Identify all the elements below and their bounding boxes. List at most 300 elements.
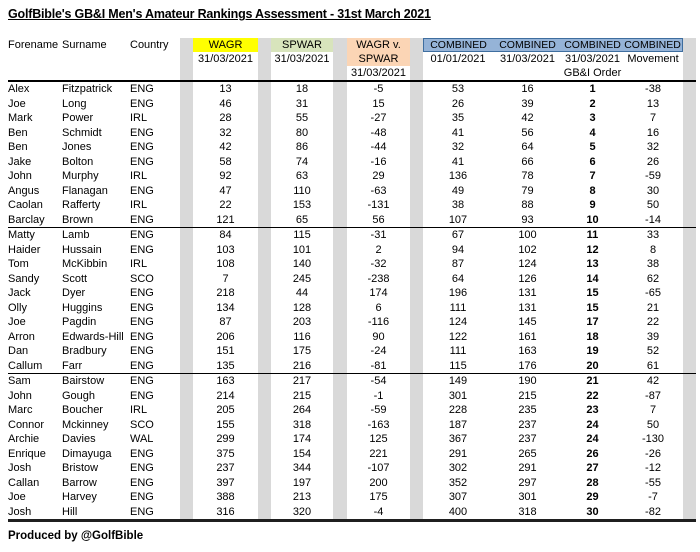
forename-cell[interactable]: Joe [8, 316, 26, 328]
movement-cell[interactable]: -26 [645, 447, 661, 460]
wagr-v-spwar-cell[interactable]: 221 [369, 447, 388, 460]
gbi-order-cell[interactable]: 2 [589, 97, 596, 110]
wagr-cell[interactable]: 135 [216, 359, 235, 372]
surname-cell[interactable]: Brown [62, 213, 94, 226]
forename-cell[interactable]: Callan [8, 476, 40, 489]
country-cell[interactable]: ENG [130, 491, 154, 503]
surname-cell[interactable]: McKibbin [62, 258, 108, 270]
spwar-cell[interactable]: 116 [293, 330, 311, 343]
surname-cell[interactable]: Schmidt [62, 126, 102, 139]
wagr-v-spwar-cell[interactable]: 125 [369, 433, 388, 445]
wagr-v-spwar-cell[interactable]: -16 [370, 155, 387, 168]
surname-cell[interactable]: Lamb [62, 229, 90, 241]
combined-jan-cell[interactable]: 67 [451, 229, 465, 241]
spwar-cell[interactable]: 344 [292, 462, 312, 474]
wagr-v-spwar-cell[interactable]: -116 [367, 316, 390, 328]
combined-mar-cell[interactable]: 64 [521, 141, 534, 153]
wagr-v-spwar-cell[interactable]: -238 [367, 272, 390, 285]
wagr-v-spwar-cell[interactable]: -63 [370, 184, 387, 197]
gbi-order-cell[interactable]: 7 [589, 170, 596, 182]
combined-mar-cell[interactable]: 102 [518, 243, 537, 256]
wagr-v-spwar-header-line2[interactable]: SPWAR [347, 52, 410, 66]
country-cell[interactable]: SCO [130, 272, 154, 285]
spwar-cell[interactable]: 320 [292, 505, 312, 518]
forename-cell[interactable]: John [8, 389, 32, 402]
wagr-cell[interactable]: 375 [216, 447, 235, 460]
movement-cell[interactable]: 32 [646, 141, 660, 153]
country-cell[interactable]: IRL [130, 112, 148, 124]
country-cell[interactable]: ENG [130, 184, 154, 197]
gbi-order-cell[interactable]: 5 [589, 141, 596, 153]
combined-mar-date[interactable]: 31/03/2021 [499, 53, 556, 65]
surname-cell[interactable]: Gough [62, 389, 96, 402]
spwar-cell[interactable]: 264 [292, 404, 312, 416]
wagr-v-spwar-cell[interactable]: 56 [372, 213, 385, 226]
combined-jan-cell[interactable]: 38 [451, 199, 465, 211]
spwar-cell[interactable]: 216 [292, 359, 312, 372]
movement-cell[interactable]: 38 [646, 258, 660, 270]
spwar-cell[interactable]: 140 [292, 258, 312, 270]
country-cell[interactable]: ENG [130, 243, 154, 256]
combined-jan-cell[interactable]: 35 [451, 112, 465, 124]
spwar-cell[interactable]: 153 [292, 199, 312, 211]
combined-jan-cell[interactable]: 352 [448, 476, 468, 489]
surname-cell[interactable]: Power [62, 112, 94, 124]
spwar-cell[interactable]: 175 [292, 345, 312, 357]
gbi-order-cell[interactable]: 24 [586, 418, 599, 431]
gbi-order-cell[interactable]: 15 [586, 301, 599, 314]
country-cell[interactable]: ENG [130, 316, 154, 328]
gbi-order-cell[interactable]: 11 [586, 229, 599, 241]
combined-jan-cell[interactable]: 64 [451, 272, 465, 285]
movement-cell[interactable]: -14 [645, 213, 661, 226]
forename-cell[interactable]: Josh [8, 505, 32, 518]
combined-jan-header[interactable]: COMBINED [423, 38, 493, 52]
spwar-cell[interactable]: 318 [292, 418, 312, 431]
movement-cell[interactable]: -65 [645, 287, 661, 299]
spwar-cell[interactable]: 213 [292, 491, 312, 503]
combined-order-header[interactable]: COMBINED [562, 38, 623, 52]
wagr-cell[interactable]: 151 [216, 345, 235, 357]
country-cell[interactable]: ENG [130, 141, 154, 153]
wagr-cell[interactable]: 46 [219, 97, 232, 110]
combined-jan-cell[interactable]: 26 [451, 97, 465, 110]
movement-cell[interactable]: 39 [646, 330, 660, 343]
gbi-order-cell[interactable]: 17 [586, 316, 599, 328]
combined-jan-cell[interactable]: 302 [448, 462, 468, 474]
surname-cell[interactable]: Bradbury [62, 345, 107, 357]
surname-cell[interactable]: Long [62, 97, 87, 110]
gbi-order-cell[interactable]: 22 [586, 389, 599, 402]
surname-cell[interactable]: Scott [62, 272, 88, 285]
country-cell[interactable]: ENG [130, 462, 154, 474]
combined-jan-cell[interactable]: 111 [449, 345, 467, 357]
surname-cell[interactable]: Dyer [62, 287, 86, 299]
combined-jan-cell[interactable]: 94 [451, 243, 465, 256]
combined-mar-cell[interactable]: 265 [518, 447, 537, 460]
combined-jan-cell[interactable]: 32 [451, 141, 465, 153]
spwar-cell[interactable]: 44 [295, 287, 309, 299]
combined-jan-cell[interactable]: 41 [451, 126, 465, 139]
wagr-v-spwar-cell[interactable]: -44 [370, 141, 387, 153]
spwar-cell[interactable]: 63 [295, 170, 309, 182]
gbi-order-cell[interactable]: 1 [589, 83, 596, 95]
combined-mar-cell[interactable]: 190 [518, 375, 537, 387]
combined-mar-cell[interactable]: 42 [521, 112, 534, 124]
country-cell[interactable]: WAL [130, 433, 154, 445]
movement-cell[interactable]: 62 [646, 272, 660, 285]
combined-mar-cell[interactable]: 131 [518, 287, 537, 299]
surname-cell[interactable]: Hill [62, 505, 78, 518]
wagr-v-spwar-cell[interactable]: -24 [370, 345, 387, 357]
wagr-cell[interactable]: 316 [216, 505, 235, 518]
combined-jan-cell[interactable]: 187 [448, 418, 468, 431]
combined-mar-cell[interactable]: 88 [521, 199, 534, 211]
wagr-header[interactable]: WAGR [193, 38, 258, 52]
spwar-cell[interactable]: 65 [295, 213, 309, 226]
wagr-v-spwar-cell[interactable]: 6 [375, 301, 382, 314]
spwar-cell[interactable]: 154 [292, 447, 312, 460]
wagr-v-spwar-header[interactable]: WAGR v. [347, 38, 410, 52]
combined-movement-label[interactable]: Movement [627, 53, 679, 65]
movement-cell[interactable]: 7 [649, 112, 657, 124]
forename-cell[interactable]: Matty [8, 229, 35, 241]
surname-cell[interactable]: Boucher [62, 404, 103, 416]
movement-cell[interactable]: 8 [649, 243, 657, 256]
forename-cell[interactable]: Sandy [8, 272, 40, 285]
combined-jan-cell[interactable]: 196 [448, 287, 468, 299]
country-cell[interactable]: ENG [130, 97, 154, 110]
spwar-cell[interactable]: 55 [295, 112, 309, 124]
country-cell[interactable]: SCO [130, 418, 154, 431]
combined-mar-cell[interactable]: 235 [518, 404, 537, 416]
country-cell[interactable]: ENG [130, 229, 154, 241]
combined-jan-cell[interactable]: 301 [448, 389, 468, 402]
movement-cell[interactable]: 16 [646, 126, 660, 139]
surname-cell[interactable]: Harvey [62, 491, 97, 503]
wagr-v-spwar-cell[interactable]: -31 [370, 229, 387, 241]
movement-cell[interactable]: -82 [645, 505, 661, 518]
combined-jan-cell[interactable]: 149 [448, 375, 468, 387]
forename-cell[interactable]: Angus [8, 184, 40, 197]
wagr-cell[interactable]: 205 [216, 404, 235, 416]
spwar-cell[interactable]: 18 [295, 83, 309, 95]
country-cell[interactable]: ENG [130, 287, 154, 299]
spwar-cell[interactable]: 115 [293, 229, 311, 241]
wagr-cell[interactable]: 299 [216, 433, 235, 445]
gbi-order-cell[interactable]: 10 [586, 213, 599, 226]
wagr-cell[interactable]: 47 [219, 184, 232, 197]
combined-mar-cell[interactable]: 237 [518, 418, 537, 431]
wagr-cell[interactable]: 42 [219, 141, 232, 153]
country-cell[interactable]: ENG [130, 375, 154, 387]
spwar-cell[interactable]: 110 [293, 184, 311, 197]
forename-cell[interactable]: Caolan [8, 199, 43, 211]
wagr-v-spwar-cell[interactable]: -107 [367, 462, 390, 474]
combined-mar-cell[interactable]: 291 [518, 462, 537, 474]
combined-jan-cell[interactable]: 291 [448, 447, 468, 460]
surname-cell[interactable]: Huggins [62, 301, 103, 314]
combined-mar-cell[interactable]: 301 [518, 491, 537, 503]
forename-cell[interactable]: Jake [8, 155, 32, 168]
movement-cell[interactable]: 22 [646, 316, 660, 328]
surname-header[interactable]: Surname [62, 39, 107, 51]
movement-cell[interactable]: -7 [648, 491, 658, 503]
wagr-v-spwar-cell[interactable]: -163 [367, 418, 390, 431]
gbi-order-cell[interactable]: 20 [586, 359, 599, 372]
country-cell[interactable]: ENG [130, 505, 154, 518]
gbi-order-cell[interactable]: 8 [589, 184, 596, 197]
wagr-v-spwar-cell[interactable]: -54 [370, 375, 387, 387]
wagr-cell[interactable]: 7 [222, 272, 229, 285]
gbi-order-cell[interactable]: 27 [586, 462, 599, 474]
gbi-order-cell[interactable]: 4 [589, 126, 596, 139]
wagr-v-spwar-cell[interactable]: 15 [372, 97, 385, 110]
spwar-cell[interactable]: 86 [295, 141, 309, 153]
wagr-v-spwar-cell[interactable]: -5 [373, 83, 384, 95]
movement-cell[interactable]: 7 [649, 404, 657, 416]
wagr-cell[interactable]: 58 [219, 155, 232, 168]
wagr-cell[interactable]: 84 [219, 229, 232, 241]
country-cell[interactable]: ENG [130, 301, 154, 314]
country-cell[interactable]: ENG [130, 476, 154, 489]
country-header[interactable]: Country [130, 39, 169, 51]
forename-cell[interactable]: Mark [8, 112, 33, 124]
combined-jan-cell[interactable]: 400 [448, 505, 468, 518]
wagr-v-spwar-cell[interactable]: -4 [373, 505, 384, 518]
forename-cell[interactable]: Josh [8, 462, 32, 474]
wagr-v-spwar-cell[interactable]: 175 [369, 491, 388, 503]
country-cell[interactable]: ENG [130, 330, 154, 343]
combined-jan-cell[interactable]: 87 [451, 258, 465, 270]
surname-cell[interactable]: Edwards-Hill [62, 330, 124, 343]
wagr-cell[interactable]: 218 [216, 287, 235, 299]
movement-cell[interactable]: -55 [645, 476, 661, 489]
forename-cell[interactable]: Arron [8, 330, 35, 343]
surname-cell[interactable]: Jones [62, 141, 92, 153]
surname-cell[interactable]: Flanagan [62, 184, 108, 197]
country-cell[interactable]: IRL [130, 199, 148, 211]
combined-order-date[interactable]: 31/03/2021 [564, 53, 621, 65]
surname-cell[interactable]: Fitzpatrick [62, 83, 113, 95]
spwar-cell[interactable]: 80 [295, 126, 309, 139]
gbi-order-cell[interactable]: 18 [586, 330, 599, 343]
forename-cell[interactable]: Ben [8, 126, 28, 139]
movement-cell[interactable]: 26 [646, 155, 660, 168]
country-cell[interactable]: ENG [130, 213, 154, 226]
gbi-order-cell[interactable]: 12 [586, 243, 599, 256]
movement-cell[interactable]: -12 [645, 462, 661, 474]
surname-cell[interactable]: Rafferty [62, 199, 101, 211]
combined-mar-cell[interactable]: 145 [518, 316, 537, 328]
wagr-cell[interactable]: 13 [219, 83, 232, 95]
combined-jan-cell[interactable]: 122 [448, 330, 468, 343]
wagr-v-spwar-cell[interactable]: -27 [370, 112, 387, 124]
forename-cell[interactable]: Olly [8, 301, 27, 314]
wagr-cell[interactable]: 92 [219, 170, 232, 182]
forename-cell[interactable]: Marc [8, 404, 33, 416]
spwar-header[interactable]: SPWAR [271, 38, 333, 52]
gbi-order-cell[interactable]: 14 [586, 272, 599, 285]
wagr-cell[interactable]: 103 [216, 243, 235, 256]
spwar-cell[interactable]: 74 [295, 155, 309, 168]
movement-cell[interactable]: -59 [645, 170, 661, 182]
surname-cell[interactable]: Hussain [62, 243, 102, 256]
wagr-cell[interactable]: 237 [216, 462, 235, 474]
forename-cell[interactable]: Tom [8, 258, 29, 270]
country-cell[interactable]: ENG [130, 389, 154, 402]
combined-jan-cell[interactable]: 107 [448, 213, 468, 226]
gbi-order-cell[interactable]: 6 [589, 155, 596, 168]
combined-jan-cell[interactable]: 367 [448, 433, 468, 445]
combined-jan-cell[interactable]: 307 [448, 491, 468, 503]
spwar-cell[interactable]: 245 [292, 272, 312, 285]
combined-jan-cell[interactable]: 111 [449, 301, 467, 314]
wagr-cell[interactable]: 121 [216, 213, 235, 226]
wagr-v-spwar-cell[interactable]: -131 [367, 199, 390, 211]
combined-jan-cell[interactable]: 136 [448, 170, 468, 182]
country-cell[interactable]: ENG [130, 126, 154, 139]
gbi-order-cell[interactable]: 3 [589, 112, 596, 124]
surname-cell[interactable]: Davies [62, 433, 96, 445]
combined-mar-cell[interactable]: 78 [521, 170, 534, 182]
surname-cell[interactable]: Bristow [62, 462, 99, 474]
forename-cell[interactable]: Connor [8, 418, 45, 431]
wagr-cell[interactable]: 388 [216, 491, 235, 503]
surname-cell[interactable]: Mckinney [62, 418, 109, 431]
combined-jan-date[interactable]: 01/01/2021 [430, 53, 486, 65]
gbi-order-cell[interactable]: 23 [586, 404, 599, 416]
gbi-order-cell[interactable]: 29 [586, 491, 599, 503]
forename-cell[interactable]: Alex [8, 83, 30, 95]
movement-cell[interactable]: 21 [646, 301, 660, 314]
wagr-v-spwar-cell[interactable]: -32 [370, 258, 387, 270]
wagr-v-spwar-cell[interactable]: 90 [372, 330, 385, 343]
combined-mar-cell[interactable]: 39 [521, 97, 534, 110]
combined-jan-cell[interactable]: 228 [448, 404, 468, 416]
combined-jan-cell[interactable]: 115 [449, 359, 467, 372]
wagr-cell[interactable]: 22 [219, 199, 232, 211]
wagr-cell[interactable]: 108 [216, 258, 235, 270]
country-cell[interactable]: ENG [130, 447, 154, 460]
spwar-cell[interactable]: 174 [292, 433, 312, 445]
surname-cell[interactable]: Dimayuga [62, 447, 112, 460]
country-cell[interactable]: ENG [130, 83, 154, 95]
spwar-date[interactable]: 31/03/2021 [274, 53, 330, 65]
combined-mar-cell[interactable]: 16 [521, 83, 534, 95]
gbi-order-cell[interactable]: 24 [586, 433, 599, 445]
wagr-cell[interactable]: 155 [216, 418, 235, 431]
wagr-v-spwar-cell[interactable]: 200 [369, 476, 388, 489]
forename-cell[interactable]: Archie [8, 433, 40, 445]
wagr-v-spwar-cell[interactable]: 174 [369, 287, 388, 299]
combined-mar-cell[interactable]: 79 [521, 184, 534, 197]
wagr-v-spwar-cell[interactable]: -1 [373, 389, 384, 402]
movement-cell[interactable]: 50 [646, 418, 660, 431]
gbi-order-cell[interactable]: 28 [586, 476, 599, 489]
combined-jan-cell[interactable]: 124 [448, 316, 468, 328]
country-cell[interactable]: IRL [130, 170, 148, 182]
wagr-cell[interactable]: 134 [216, 301, 235, 314]
combined-mar-cell[interactable]: 161 [518, 330, 537, 343]
spwar-cell[interactable]: 203 [292, 316, 312, 328]
forename-cell[interactable]: John [8, 170, 32, 182]
wagr-v-spwar-cell[interactable]: 2 [375, 243, 382, 256]
country-cell[interactable]: IRL [130, 404, 148, 416]
wagr-date[interactable]: 31/03/2021 [197, 53, 254, 65]
movement-cell[interactable]: 30 [646, 184, 660, 197]
combined-order-sublabel[interactable]: GB&I Order [563, 67, 622, 79]
forename-cell[interactable]: Sam [8, 375, 31, 387]
movement-cell[interactable]: 52 [646, 345, 660, 357]
combined-mar-cell[interactable]: 126 [518, 272, 537, 285]
combined-mar-cell[interactable]: 93 [521, 213, 534, 226]
wagr-cell[interactable]: 32 [219, 126, 232, 139]
combined-jan-cell[interactable]: 41 [451, 155, 465, 168]
spwar-cell[interactable]: 197 [292, 476, 312, 489]
gbi-order-cell[interactable]: 13 [586, 258, 599, 270]
combined-mar-cell[interactable]: 131 [518, 301, 537, 314]
country-cell[interactable]: ENG [130, 359, 154, 372]
combined-mar-cell[interactable]: 176 [518, 359, 537, 372]
gbi-order-cell[interactable]: 30 [586, 505, 599, 518]
forename-cell[interactable]: Jack [8, 287, 31, 299]
movement-cell[interactable]: 50 [646, 199, 660, 211]
wagr-cell[interactable]: 397 [216, 476, 235, 489]
forename-cell[interactable]: Dan [8, 345, 29, 357]
movement-cell[interactable]: 42 [646, 375, 660, 387]
forename-header[interactable]: Forename [8, 39, 59, 51]
gbi-order-cell[interactable]: 21 [586, 375, 599, 387]
gbi-order-cell[interactable]: 26 [586, 447, 599, 460]
combined-mar-cell[interactable]: 66 [521, 155, 534, 168]
surname-cell[interactable]: Bairstow [62, 375, 105, 387]
forename-cell[interactable]: Barclay [8, 213, 45, 226]
movement-cell[interactable]: -38 [645, 83, 661, 95]
combined-mar-header[interactable]: COMBINED [493, 38, 562, 52]
combined-mar-cell[interactable]: 237 [518, 433, 537, 445]
wagr-v-spwar-cell[interactable]: -81 [370, 359, 387, 372]
gbi-order-cell[interactable]: 19 [586, 345, 599, 357]
combined-mar-cell[interactable]: 56 [521, 126, 534, 139]
wagr-v-spwar-date[interactable]: 31/03/2021 [350, 67, 407, 79]
forename-cell[interactable]: Enrique [8, 447, 46, 460]
spwar-cell[interactable]: 128 [292, 301, 312, 314]
surname-cell[interactable]: Barrow [62, 476, 97, 489]
combined-mar-cell[interactable]: 215 [518, 389, 537, 402]
movement-cell[interactable]: -130 [641, 433, 665, 445]
combined-mar-cell[interactable]: 100 [518, 229, 537, 241]
wagr-cell[interactable]: 87 [219, 316, 232, 328]
spwar-cell[interactable]: 101 [292, 243, 312, 256]
forename-cell[interactable]: Joe [8, 97, 26, 110]
wagr-cell[interactable]: 206 [216, 330, 235, 343]
wagr-cell[interactable]: 163 [216, 375, 235, 387]
wagr-v-spwar-cell[interactable]: -59 [370, 404, 387, 416]
movement-cell[interactable]: -87 [645, 389, 661, 402]
spwar-cell[interactable]: 217 [292, 375, 312, 387]
country-cell[interactable]: IRL [130, 258, 148, 270]
forename-cell[interactable]: Joe [8, 491, 26, 503]
movement-cell[interactable]: 33 [646, 229, 660, 241]
wagr-v-spwar-cell[interactable]: -48 [370, 126, 387, 139]
wagr-cell[interactable]: 28 [219, 112, 232, 124]
forename-cell[interactable]: Haider [8, 243, 41, 256]
gbi-order-cell[interactable]: 9 [589, 199, 596, 211]
combined-movement-header[interactable]: COMBINED [623, 38, 683, 52]
surname-cell[interactable]: Pagdin [62, 316, 97, 328]
combined-mar-cell[interactable]: 297 [518, 476, 537, 489]
